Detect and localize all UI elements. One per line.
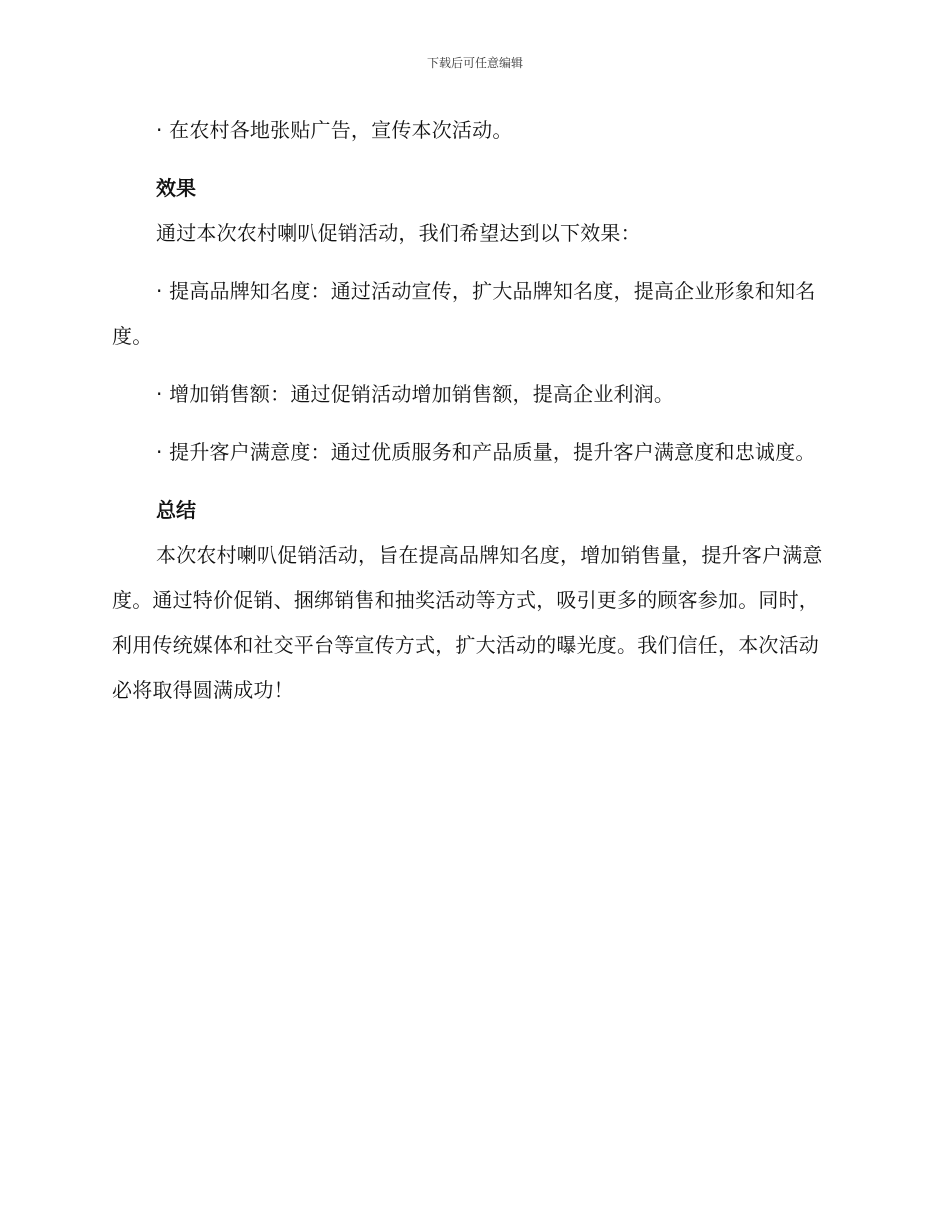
summary-heading: 总结 bbox=[156, 498, 196, 522]
effects-intro: 通过本次农村喇叭促销活动，我们希望达到以下效果： bbox=[156, 221, 641, 245]
document-body bbox=[112, 108, 832, 713]
effects-heading: 效果 bbox=[156, 176, 196, 200]
promo-bullet: · 在农村各地张贴广告，宣传本次活动。 bbox=[156, 118, 513, 142]
effect-item-sales: · 增加销售额：通过促销活动增加销售额，提高企业利润。 bbox=[156, 382, 675, 406]
summary-body: 本次农村喇叭促销活动，旨在提高品牌知名度，增加销售量，提升客户满意度。通过特价促销、捆绑销售和抽奖活动等方式，吸引更多的顾客参加。同时，利用传统媒体和社交平台等宣传方式，扩大活动的曝光度。我们信任，本次活动必将取得圆满成功！ bbox=[112, 543, 823, 702]
page-header-note: 下载后可任意编辑 bbox=[426, 56, 523, 70]
effect-item-satisfaction: · 提升客户满意度：通过优质服务和产品质量，提升客户满意度和忠诚度。 bbox=[156, 440, 816, 464]
effect-item-brand: · 提高品牌知名度：通过活动宣传，扩大品牌知名度，提高企业形象和知名度。 bbox=[112, 279, 816, 348]
